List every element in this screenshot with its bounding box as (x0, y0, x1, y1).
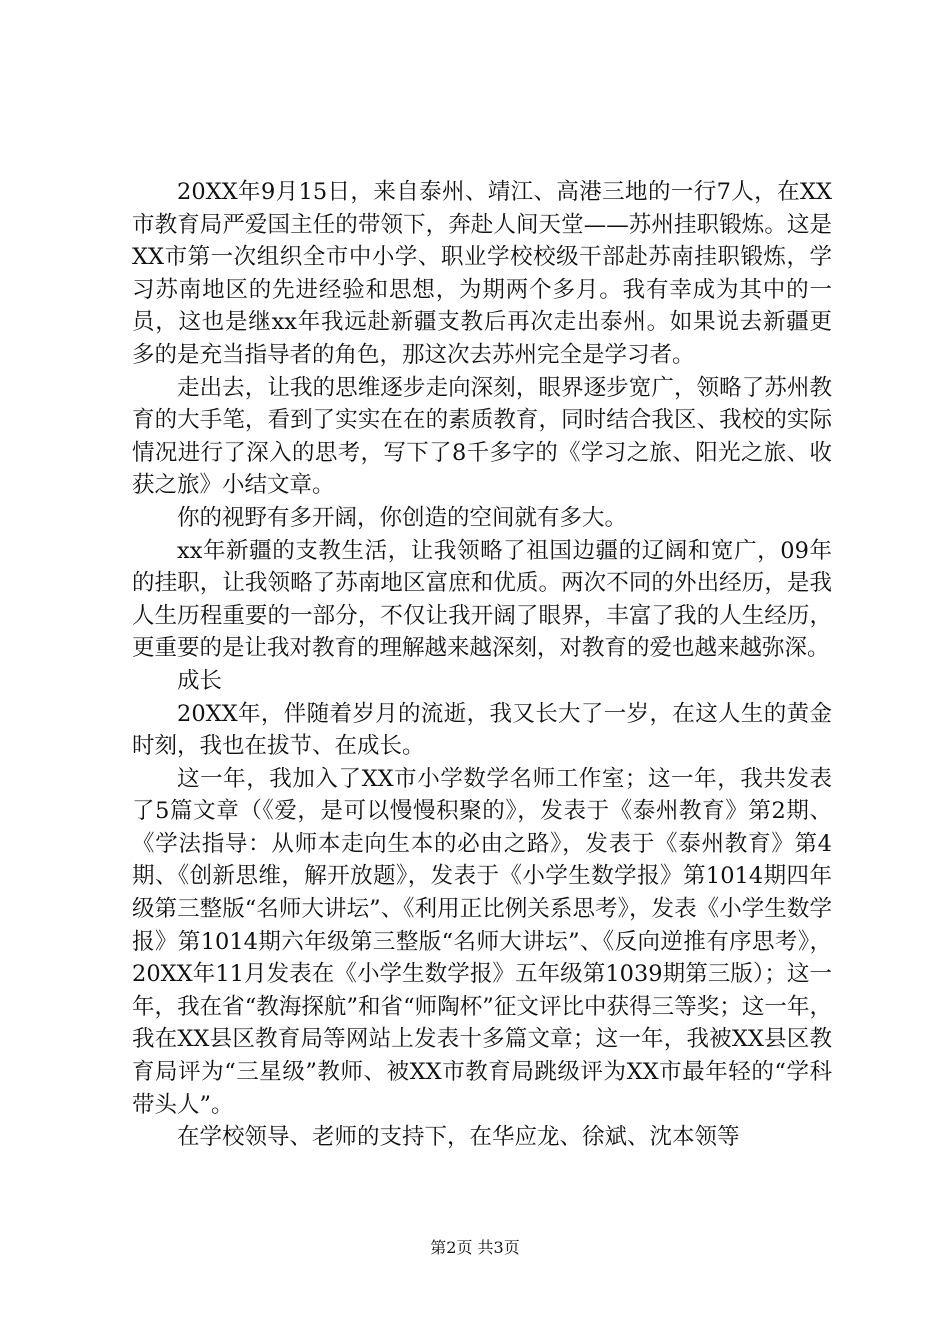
paragraph-7: 在学校领导、老师的支持下，在华应龙、徐斌、沈本领等 (177, 1124, 740, 1151)
paragraph-4: xx年新疆的支教生活，让我领略了祖国边疆的辽阔和宽广，09年的挂职，让我领略了苏南地区富庶和优质。两次不同的外出经历，是我人生历程重要的一部分，不仅让我开阔了眼界，丰富了我的人生经历，更重要的是让我对教育的理解越来越深刻，对教育的爱也越来越弥深。 (132, 537, 832, 662)
paragraph-3: 你的视野有多开阔，你创造的空间就有多大。 (177, 504, 628, 531)
paragraph-6: 这一年，我加入了XX市小学数学名师工作室；这一年，我共发表了5篇文章（《爱，是可以慢慢积聚的》，发表于《泰州教育》第2期、《学法指导：从师本走向生本的必由之路》，发表于《泰州教育》第4期、《创新思维，解开放题》，发表于《小学生数学报》第1014期四年级第三整版“名师大讲坛”、《利用正比例关系思考》，发表《小学生数学报》第1014期六年级第三整版“名师大讲坛”、《反向逆推有序思考》，20XX年11月发表在《小学生数学报》五年级第1039期第三版）；这一年，我在省“教海探航”和省“师陶杯”征文评比中获得三等奖；这一年，我在XX县区教育局等网站上发表十多篇文章；这一年，我被XX县区教育局评为“三星级”教师、被XX市教育局跳级评为XX市最年轻的“学科带头人”。 (132, 765, 832, 1118)
paragraph-1: 20XX年9月15日，来自泰州、靖江、高港三地的一行7人，在XX市教育局严爱国主任的带领下，奔赴人间天堂——苏州挂职锻炼。这是XX市第一次组织全市中小学、职业学校校级干部赴苏南挂职锻炼，学习苏南地区的先进经验和思想，为期两个多月。我有幸成为其中的一员，这也是继xx年我远赴新疆支教后再次走出泰州。如果说去新疆更多的是充当指导者的角色，那这次去苏州完全是学习者。 (132, 179, 832, 368)
paragraph-2: 走出去，让我的思维逐步走向深刻，眼界逐步宽广，领略了苏州教育的大手笔，看到了实实在在的素质教育，同时结合我区、我校的实际情况进行了深入的思考，写下了8千多字的《学习之旅、阳光之旅、收获之旅》小结文章。 (132, 374, 832, 499)
page-number: 第2页 共3页 (430, 1238, 520, 1257)
paragraph-5: 20XX年，伴随着岁月的流逝，我又长大了一岁，在这人生的黄金时刻，我也在拔节、在成长。 (132, 700, 832, 760)
section-heading-growth: 成长 (177, 667, 223, 694)
document-body (132, 176, 832, 1154)
page-footer (0, 1238, 950, 1258)
